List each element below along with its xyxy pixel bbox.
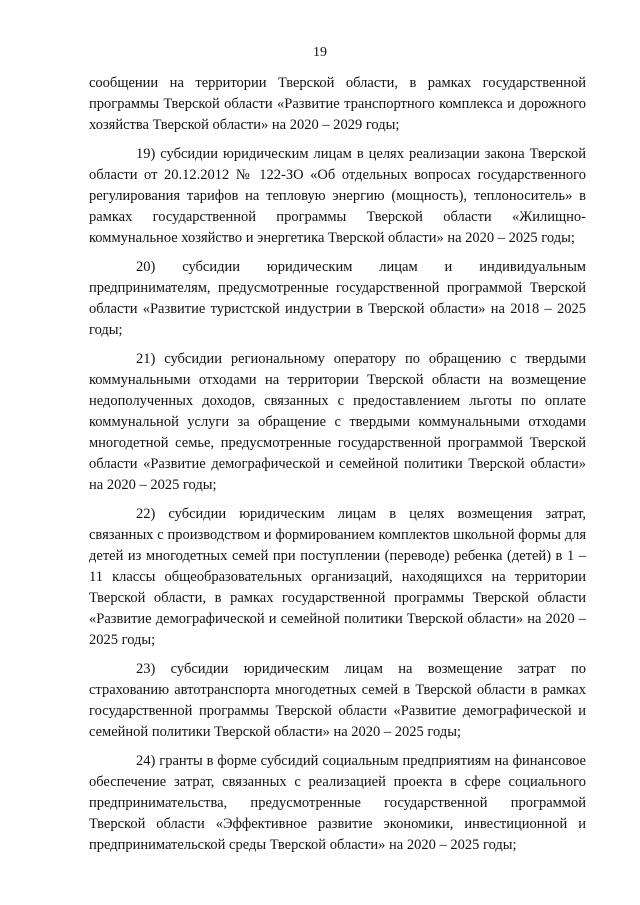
paragraph-item-19: 19) субсидии юридическим лицам в целях реализации закона Тверской области от 20.12.2012 № 122-ЗО «Об отдельных вопросах государственного регулирования тарифов на тепловую энергию (мощность), теплоноситель» в рамках государственной программы Тверской области «Жилищно-коммунальное хозяйство и энергетика Тверской области» на 2020 – 2025 годы; <box>89 146 586 246</box>
page-number: 19 <box>313 45 327 60</box>
document-body <box>89 73 586 856</box>
paragraph-item-20: 20) субсидии юридическим лицам и индивидуальным предпринимателям, предусмотренные государственной программой Тверской области «Развитие туристской индустрии в Тверской области» на 2018 – 2025 годы; <box>89 259 586 338</box>
paragraph-item-24: 24) гранты в форме субсидий социальным предприятиям на финансовое обеспечение затрат, связанных с реализацией проекта в сфере социального предпринимательства, предусмотренные государственной программой Тверской области «Эффективное развитие экономики, инвестиционной и предпринимательской среды Тверской области» на 2020 – 2025 годы; <box>89 753 586 853</box>
paragraph-item-23: 23) субсидии юридическим лицам на возмещение затрат по страхованию автотранспорта многодетных семей в Тверской области в рамках государственной программы Тверской области «Развитие демографической и семейной политики Тверской области» на 2020 – 2025 годы; <box>89 661 586 740</box>
paragraph-item-22: 22) субсидии юридическим лицам в целях возмещения затрат, связанных с производством и формированием комплектов школьной формы для детей из многодетных семей при поступлении (переводе) ребенка (детей) в 1 – 11 классы общеобразовательных организаций, находящихся на территории Тверской области, в рамках государственной программы Тверской области «Развитие демографической и семейной политики Тверской области» на 2020 – 2025 годы; <box>89 506 586 648</box>
paragraph-continuation: сообщении на территории Тверской области, в рамках государственной программы Тверской области «Развитие транспортного комплекса и дорожного хозяйства Тверской области» на 2020 – 2029 годы; <box>89 75 586 133</box>
paragraph-item-21: 21) субсидии региональному оператору по обращению с твердыми коммунальными отходами на территории Тверской области на возмещение недополученных доходов, связанных с предоставлением льготы по оплате коммунальной услуги за обращение с твердыми коммунальными отходами многодетной семье, предусмотренные государственной программой Тверской области «Развитие демографической и семейной политики Тверской области» на 2020 – 2025 годы; <box>89 351 586 493</box>
